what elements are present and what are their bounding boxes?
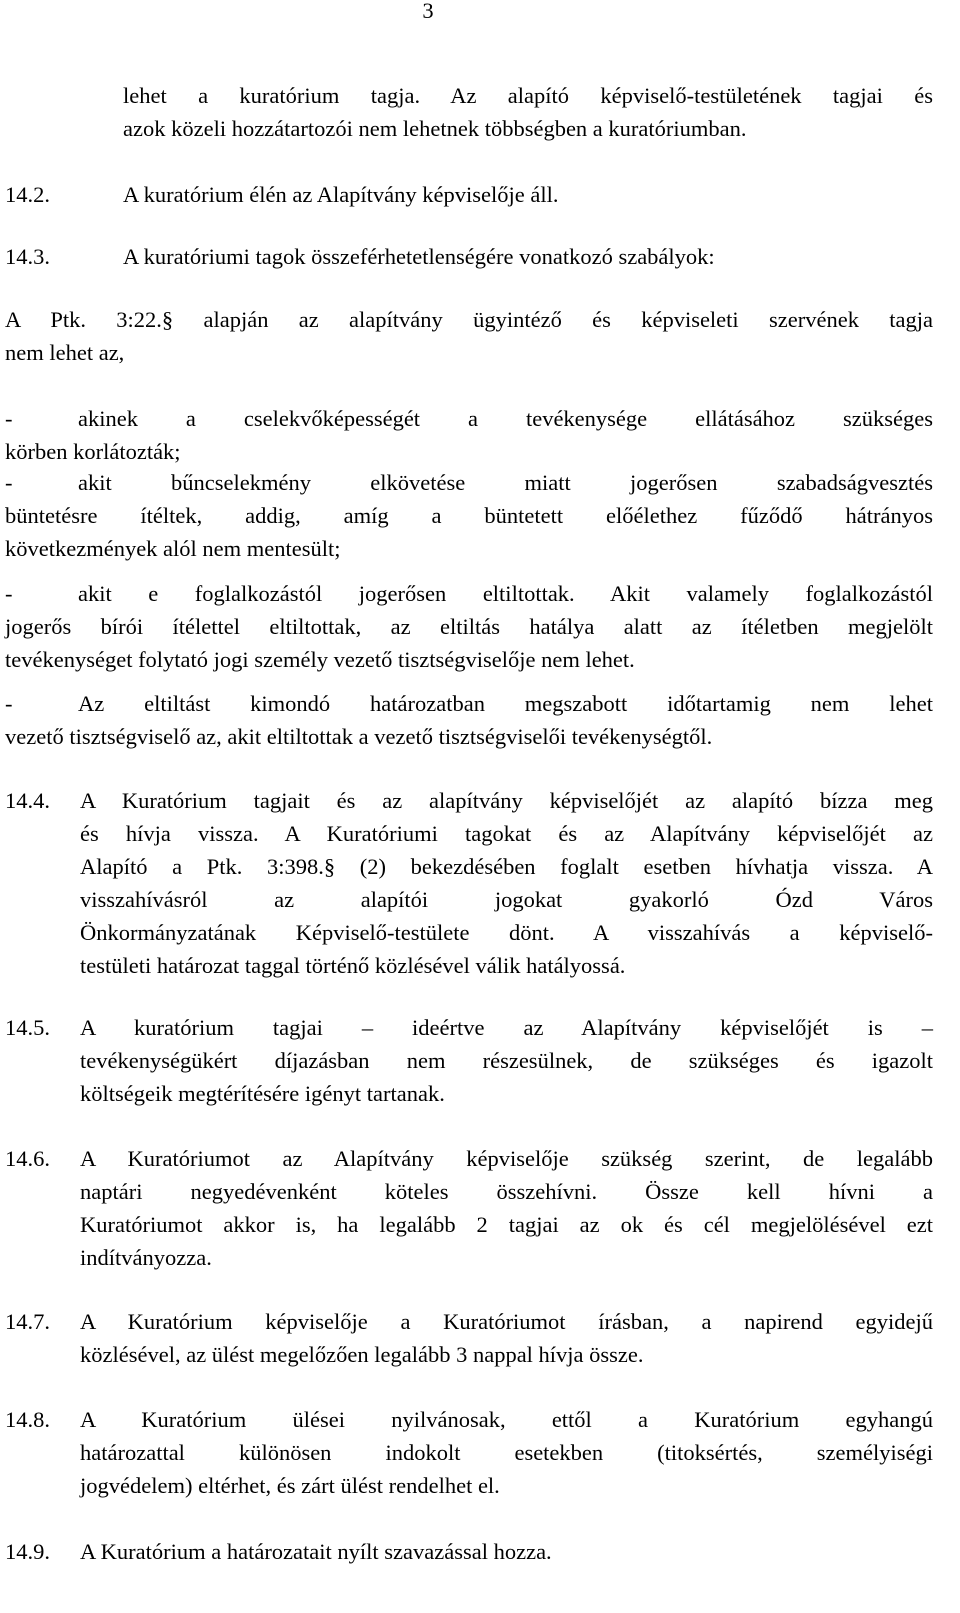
section-text: A kuratóriumi tagok összeférhetetlenségére vonatkozó szabályok:: [123, 244, 715, 269]
text-line: Az eltiltást kimondó határozatban megszabott időtartamig nem lehet: [78, 691, 933, 716]
text-line: határozattal különösen indokolt esetekben (titoksértés, személyiségi: [80, 1440, 933, 1465]
text-line: jogerős bírói ítélettel eltiltottak, az eltiltás hatálya alatt az ítéletben megjelölt: [5, 614, 933, 639]
text-line: indítványozza.: [80, 1245, 212, 1270]
section-14-8: [0, 1403, 960, 1502]
text-line: akit bűncselekmény elkövetése miatt jogerősen szabadságvesztés: [78, 470, 933, 495]
text-line: A Kuratórium ülései nyilvánosak, ettől a Kuratórium egyhangú: [80, 1407, 933, 1432]
text-line: A Kuratórium képviselője a Kuratóriumot írásban, a napirend egyidejű: [80, 1309, 933, 1334]
text-line: költségeik megtérítésére igényt tartanak.: [80, 1081, 445, 1106]
text-line: büntetésre ítéltek, addig, amíg a büntetett előélethez fűződő hátrányos: [5, 503, 933, 528]
section-14-6: [0, 1142, 960, 1274]
text-line: A kuratórium tagjai – ideértve az Alapítvány képviselőjét is –: [80, 1015, 933, 1040]
bullet-dash: -: [5, 406, 13, 431]
bullet-item: [0, 402, 960, 468]
text-line: és hívja vissza. A Kuratóriumi tagokat és az Alapítvány képviselőjét az: [80, 821, 933, 846]
section-number: 14.4.: [5, 788, 50, 813]
section-number: 14.3.: [5, 244, 50, 269]
section-14-4: [0, 784, 960, 982]
section-14-5: [0, 1011, 960, 1110]
bullet-item: [0, 687, 960, 753]
text-line: lehet a kuratórium tagja. Az alapító képviselő-testületének tagjai és: [123, 83, 933, 108]
text-line: közlésével, az ülést megelőzően legalább 3 nappal hívja össze.: [80, 1342, 644, 1367]
section-text: A Kuratórium a határozatait nyílt szavazással hozza.: [80, 1539, 552, 1564]
text-line: A Kuratórium tagjait és az alapítvány képviselőjét az alapító bízza meg: [80, 788, 933, 813]
page-number: 3: [422, 0, 434, 23]
bullet-item: [0, 466, 960, 565]
text-line: visszahívásról az alapítói jogokat gyakorló Ózd Város: [80, 887, 933, 912]
text-line: Kuratóriumot akkor is, ha legalább 2 tagjai az ok és cél megjelölésével ezt: [80, 1212, 933, 1237]
text-line: következmények alól nem mentesült;: [5, 536, 341, 561]
bullet-dash: -: [5, 691, 13, 716]
text-line: azok közeli hozzátartozói nem lehetnek többségben a kuratóriumban.: [123, 116, 747, 141]
text-line: A Ptk. 3:22.§ alapján az alapítvány ügyintéző és képviseleti szervének tagja: [5, 307, 933, 332]
section-number: 14.7.: [5, 1309, 50, 1334]
section-number: 14.9.: [5, 1539, 50, 1564]
section-number: 14.5.: [5, 1015, 50, 1040]
section-text: A kuratórium élén az Alapítvány képviselője áll.: [123, 182, 559, 207]
text-line: akinek a cselekvőképességét a tevékenysége ellátásához szükséges: [78, 406, 933, 431]
section-number: 14.8.: [5, 1407, 50, 1432]
bullet-dash: -: [5, 581, 13, 606]
text-line: Alapító a Ptk. 3:398.§ (2) bekezdésében foglalt esetben hívhatja vissza. A: [80, 854, 933, 879]
text-line: tevékenységet folytató jogi személy vezető tisztségviselője nem lehet.: [5, 647, 635, 672]
text-line: tevékenységükért díjazásban nem részesülnek, de szükséges és igazolt: [80, 1048, 933, 1073]
text-line: naptári negyedévenként köteles összehívni. Össze kell hívni a: [80, 1179, 933, 1204]
text-line: A Kuratóriumot az Alapítvány képviselője szükség szerint, de legalább: [80, 1146, 933, 1171]
text-line: nem lehet az,: [5, 340, 125, 365]
section-number: 14.2.: [5, 182, 50, 207]
text-line: körben korlátozták;: [5, 439, 181, 464]
text-line: akit e foglalkozástól jogerősen eltiltottak. Akit valamely foglalkozástól: [78, 581, 933, 606]
text-line: Önkormányzatának Képviselő-testülete dönt. A visszahívás a képviselő-: [80, 920, 933, 945]
text-line: testületi határozat taggal történő közlésével válik hatályossá.: [80, 953, 626, 978]
bullet-item: [0, 577, 960, 676]
bullet-dash: -: [5, 470, 13, 495]
text-line: vezető tisztségviselő az, akit eltiltottak a vezető tisztségviselői tevékenységtől.: [5, 724, 713, 749]
intro-paragraph: [123, 79, 933, 145]
ptk-paragraph: [5, 303, 933, 369]
text-line: jogvédelem) eltérhet, és zárt ülést rendelhet el.: [80, 1473, 500, 1498]
section-number: 14.6.: [5, 1146, 50, 1171]
section-14-7: [0, 1305, 960, 1371]
